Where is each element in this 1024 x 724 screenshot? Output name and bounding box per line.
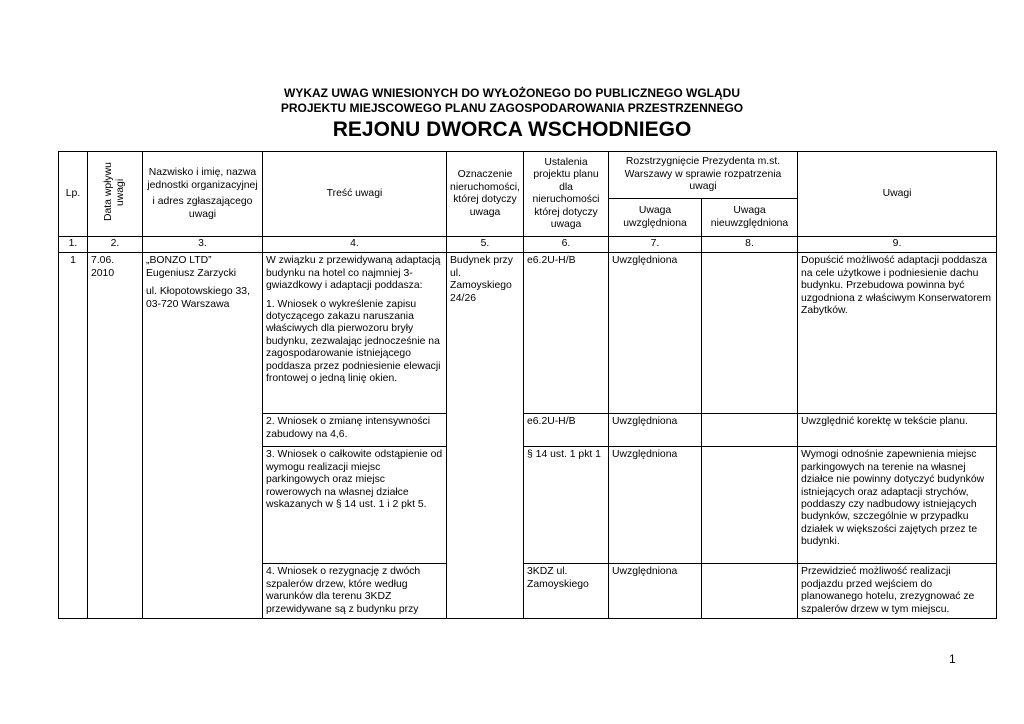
decision-remarks: Dopuścić możliwość adaptacji poddasza na cele użytkowe i podniesienie dachu budynku. Przebudowa powinna być uzgodniona z właściwym Konserwatorem Zabytków.: [798, 253, 997, 414]
decision-remarks: Wymogi odnośnie zapewnienia miejsc parkingowych na terenie na własnej działce nie powinny dotyczyć budynków istniejących oraz adaptacji strychów, poddaszy czy nadbudowy istniejących budynków, szczególnie w przypadku działek w większości zajętych przez te budynki.: [798, 447, 997, 564]
plan-setting: 3KDZ ul. Zamoyskiego: [524, 564, 609, 619]
header-rejected: Uwaga nieuwzględniona: [702, 199, 798, 237]
remark-content: 3. Wniosek o całkowite odstąpienie od wymogu realizacji miejsc parkingowych oraz miejsc rowerowych na własnej działce wskazanych w § 14 ust. 1 i 2 pkt 5.: [263, 447, 447, 564]
decision-remarks: Uwzględnić korektę w tekście planu.: [798, 414, 997, 447]
decision-rejected: [702, 253, 798, 414]
entry-date: 7.06. 2010: [88, 253, 143, 619]
table-row: [59, 253, 997, 414]
decision-rejected: [702, 447, 798, 564]
header-remarks: Uwagi: [798, 152, 997, 237]
header-plan-settings: Ustalenia projektu planu dla nieruchomości której dotyczy uwaga: [524, 152, 609, 237]
header-date-label: Data wpływu uwagi: [103, 162, 126, 222]
decision-accepted: Uwzględniona: [609, 253, 702, 414]
plan-setting: e6.2U-H/B: [524, 414, 609, 447]
header-property: Oznaczenie nieruchomości, której dotyczy uwaga: [447, 152, 524, 237]
plan-setting: § 14 ust. 1 pkt 1: [524, 447, 609, 564]
document-title: REJONU DWORCA WSCHODNIEGO: [332, 118, 692, 141]
header-content: Treść uwagi: [263, 152, 447, 237]
entry-property: Budynek przy ul. Zamoyskiego 24/26: [447, 253, 524, 619]
column-number: 9.: [798, 237, 997, 253]
column-number: 6.: [524, 237, 609, 253]
column-number: 4.: [263, 237, 447, 253]
column-number: 8.: [702, 237, 798, 253]
remark-text: 1. Wniosek o wykreślenie zapisu dotyczącego zakazu naruszania właściwych dla pierwozoru bryły budynku, zezwalając jednocześnie na zagospodarowanie istniejącego poddasza przez podniesienie elewacji frontowej o jedną linię okien.: [266, 298, 441, 385]
column-number: 7.: [609, 237, 702, 253]
header-decision: Rozstrzygnięcie Prezydenta m.st. Warszawy w sprawie rozpatrzenia uwagi: [609, 152, 798, 199]
header-name-label: Nazwisko i imię, nazwa jednostki organizacyjnej: [147, 167, 258, 191]
remarks-table: [58, 151, 997, 619]
page-number: 1: [949, 652, 956, 666]
entry-submitter: [143, 253, 263, 619]
header-name: [143, 152, 263, 237]
title-line-2: PROJEKTU MIEJSCOWEGO PLANU ZAGOSPODAROWANIA PRZESTRZENNEGO: [280, 101, 744, 115]
title-line-1: WYKAZ UWAG WNIESIONYCH DO WYŁOŻONEGO DO PUBLICZNEGO WGLĄDU: [284, 86, 740, 100]
column-number: 5.: [447, 237, 524, 253]
decision-remarks: Przewidzieć możliwość realizacji podjazdu przed wejściem do planowanego hotelu, zrezygnować ze szpalerów drzew w tym miejscu.: [798, 564, 997, 619]
remark-content: 2. Wniosek o zmianę intensywności zabudowy na 4,6.: [263, 414, 447, 447]
remark-content: 4. Wniosek o rezygnację z dwóch szpalerów drzew, które według warunków dla terenu 3KDZ przewidywane są z budynku przy: [263, 564, 447, 619]
submitter-name: „BONZO LTD” Eugeniusz Zarzycki: [146, 255, 237, 279]
remark-intro: W związku z przewidywaną adaptacją budynku na hotel co najmniej 3-gwiazdkowy i adaptacji poddasza:: [266, 255, 441, 292]
column-number-row: [59, 237, 997, 253]
column-number: 3.: [143, 237, 263, 253]
header-lp: Lp.: [59, 152, 88, 237]
remark-content: [263, 253, 447, 414]
header-row: [59, 152, 997, 199]
decision-rejected: [702, 564, 798, 619]
decision-rejected: [702, 414, 798, 447]
column-number: 1.: [59, 237, 88, 253]
column-number: 2.: [88, 237, 143, 253]
header-accepted: Uwaga uwzględniona: [609, 199, 702, 237]
submitter-address: ul. Kłopotowskiego 33, 03-720 Warszawa: [146, 286, 250, 310]
entry-lp: 1: [59, 253, 88, 619]
plan-setting: e6.2U-H/B: [524, 253, 609, 414]
decision-accepted: Uwzględniona: [609, 564, 702, 619]
decision-accepted: Uwzględniona: [609, 414, 702, 447]
header-address-label: i adres zgłaszającego uwagi: [152, 196, 253, 220]
decision-accepted: Uwzględniona: [609, 447, 702, 564]
header-date: [88, 152, 143, 237]
